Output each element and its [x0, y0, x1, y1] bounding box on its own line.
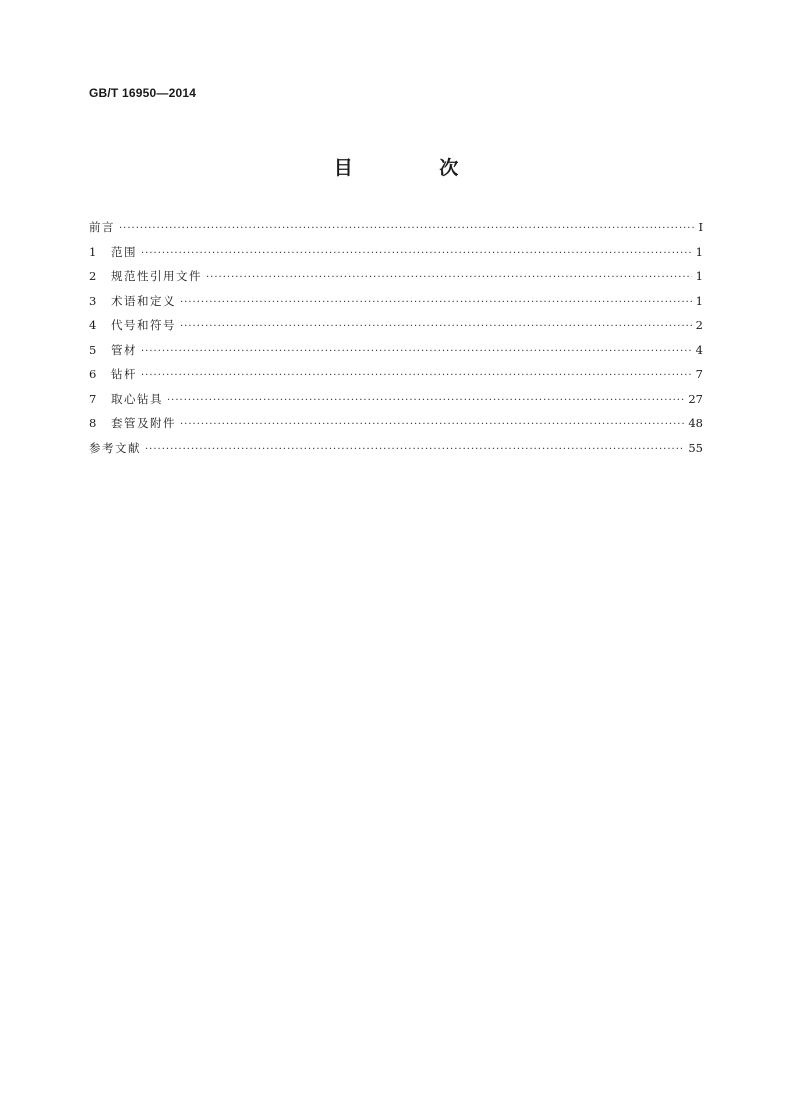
toc-entry-8[interactable] — [89, 411, 703, 436]
toc-entry-page: Ⅰ — [698, 220, 703, 234]
toc-entry-references[interactable] — [89, 436, 703, 461]
toc-entry-page: 7 — [695, 367, 703, 381]
toc-entry-label: 范围 — [111, 244, 137, 259]
toc-entry-number: 1 — [89, 244, 97, 259]
toc-entry-number: 8 — [89, 416, 97, 430]
toc-entry-6[interactable] — [89, 362, 703, 387]
toc-entry-page: 55 — [688, 440, 703, 455]
toc-leader-dots — [206, 266, 692, 291]
toc-leader-dots — [119, 217, 694, 242]
toc-leader-dots — [180, 315, 692, 340]
toc-entry-number: 7 — [89, 391, 97, 406]
toc-entry-label: 参考文献 — [89, 440, 141, 455]
toc-entry-label: 套管及附件 — [111, 416, 176, 430]
toc-entry-number: 4 — [89, 318, 97, 332]
toc-entry-page: 48 — [688, 416, 703, 430]
toc-entry-4[interactable] — [89, 313, 703, 338]
toc-entry-2[interactable] — [89, 264, 703, 289]
toc-entry-5[interactable] — [89, 338, 703, 363]
toc-entry-label: 取心钻具 — [111, 391, 163, 406]
toc-leader-dots — [180, 413, 684, 438]
toc-entry-1[interactable] — [89, 240, 703, 265]
toc-entry-label: 术语和定义 — [111, 293, 176, 308]
toc-entry-label: 规范性引用文件 — [111, 269, 202, 283]
toc-leader-dots — [141, 242, 692, 267]
toc-entry-page: 1 — [695, 244, 703, 259]
toc-entry-page: 1 — [695, 269, 703, 283]
standard-code: GB/T 16950—2014 — [89, 86, 197, 100]
toc-entry-number: 2 — [89, 269, 97, 283]
toc-leader-dots — [167, 389, 684, 414]
table-of-contents — [89, 215, 703, 460]
toc-entry-page: 1 — [695, 293, 703, 308]
toc-entry-preface[interactable] — [89, 215, 703, 240]
toc-leader-dots — [180, 291, 692, 316]
toc-entry-label: 钻杆 — [111, 367, 137, 381]
toc-entry-page: 2 — [695, 318, 703, 332]
toc-leader-dots — [141, 340, 692, 365]
toc-entry-label: 管材 — [111, 342, 137, 357]
toc-leader-dots — [141, 364, 692, 389]
toc-entry-7[interactable] — [89, 387, 703, 412]
toc-entry-3[interactable] — [89, 289, 703, 314]
toc-entry-number: 5 — [89, 342, 97, 357]
toc-leader-dots — [145, 438, 684, 463]
toc-entry-page: 4 — [695, 342, 703, 357]
toc-entry-label: 代号和符号 — [111, 318, 176, 332]
toc-entry-number: 3 — [89, 293, 97, 308]
toc-entry-number: 6 — [89, 367, 97, 381]
page-title: 目 次 — [333, 157, 499, 179]
toc-entry-page: 27 — [688, 391, 703, 406]
toc-entry-label: 前言 — [89, 220, 115, 234]
